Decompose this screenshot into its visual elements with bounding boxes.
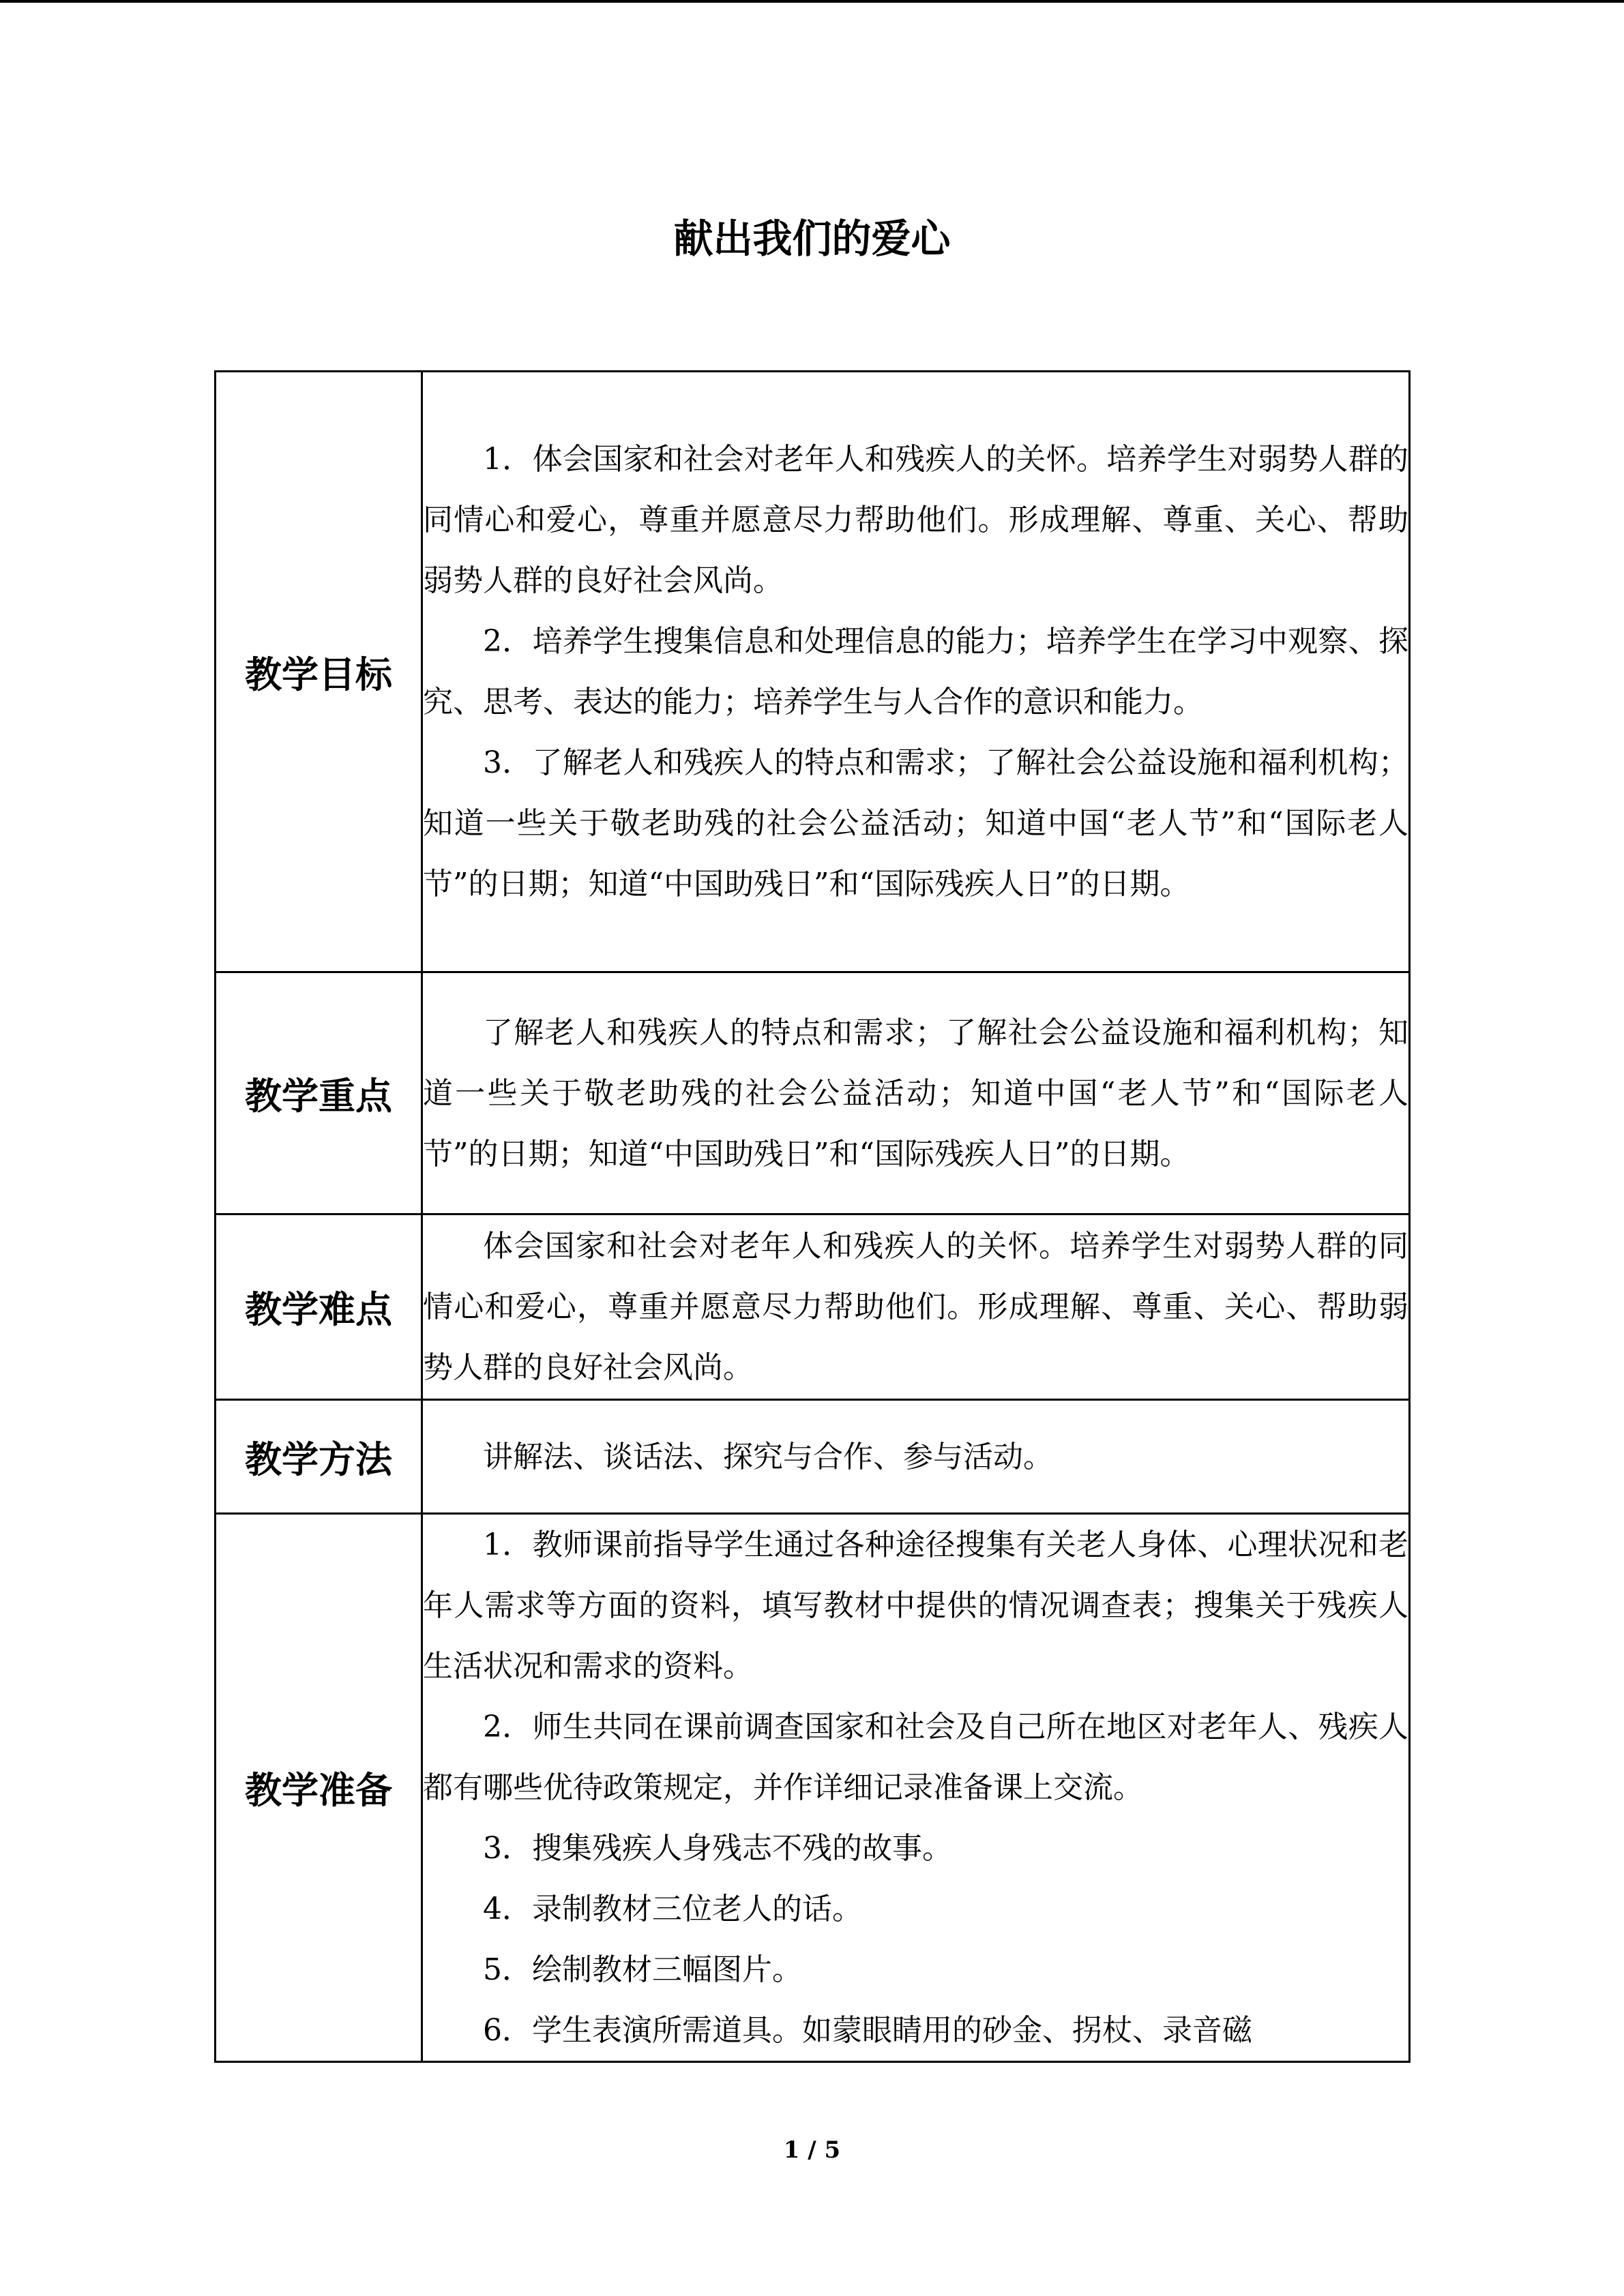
objective-paragraph-3: 3．了解老人和残疾人的特点和需求；了解社会公益设施和福利机构；知道一些关于敬老助残的社会公益活动；知道中国“老人节”和“国际老人节”的日期；知道“中国助残日”和“国际残疾人日”的日期。 [423, 745, 1408, 901]
preparation-paragraph-2: 2．师生共同在课前调查国家和社会及自己所在地区对老年人、残疾人都有哪些优待政策规定，并作详细记录准备课上交流。 [423, 1710, 1408, 1805]
row-difficulties [216, 1214, 1410, 1400]
preparation-paragraph-6: 6．学生表演所需道具。如蒙眼睛用的砂金、拐杖、录音磁 [483, 2013, 1252, 2048]
row-content-methods [422, 1400, 1410, 1514]
row-content-difficulties [422, 1214, 1410, 1400]
row-content-key-points [422, 972, 1410, 1214]
row-methods [216, 1400, 1410, 1514]
row-label-objectives: 教学目标 [216, 372, 422, 972]
row-key-points [216, 972, 1410, 1214]
row-objectives [216, 372, 1410, 972]
methods-paragraph: 讲解法、谈话法、探究与合作、参与活动。 [483, 1439, 1053, 1474]
lesson-plan-table [214, 370, 1411, 2063]
document-title: 献出我们的爱心 [673, 215, 951, 262]
preparation-paragraph-1: 1．教师课前指导学生通过各种途径搜集有关老人身体、心理状况和老年人需求等方面的资料，填写教材中提供的情况调查表；搜集关于残疾人生活状况和需求的资料。 [423, 1527, 1408, 1684]
objective-paragraph-2: 2．培养学生搜集信息和处理信息的能力；培养学生在学习中观察、探究、思考、表达的能力；培养学生与人合作的意识和能力。 [423, 624, 1408, 719]
preparation-paragraph-5: 5．绘制教材三幅图片。 [483, 1952, 802, 1987]
row-label-preparation: 教学准备 [216, 1514, 422, 2062]
row-label-methods: 教学方法 [216, 1400, 422, 1514]
row-label-key-points: 教学重点 [216, 972, 422, 1214]
page-number: 1 / 5 [783, 2136, 841, 2164]
objective-paragraph-1: 1．体会国家和社会对老年人和残疾人的关怀。培养学生对弱势人群的同情心和爱心，尊重并愿意尽力帮助他们。形成理解、尊重、关心、帮助弱势人群的良好社会风尚。 [423, 442, 1408, 598]
row-content-preparation [422, 1514, 1410, 2062]
difficulties-paragraph: 体会国家和社会对老年人和残疾人的关怀。培养学生对弱势人群的同情心和爱心，尊重并愿意尽力帮助他们。形成理解、尊重、关心、帮助弱势人群的良好社会风尚。 [423, 1229, 1408, 1385]
preparation-paragraph-3: 3．搜集残疾人身残志不残的故事。 [483, 1831, 952, 1866]
top-border-line [0, 0, 1624, 3]
row-preparation [216, 1514, 1410, 2062]
row-label-difficulties: 教学难点 [216, 1214, 422, 1400]
row-content-objectives [422, 372, 1410, 972]
preparation-paragraph-4: 4．录制教材三位老人的话。 [483, 1892, 862, 1926]
key-points-paragraph: 了解老人和残疾人的特点和需求；了解社会公益设施和福利机构；知道一些关于敬老助残的社会公益活动；知道中国“老人节”和“国际老人节”的日期；知道“中国助残日”和“国际残疾人日”的日期。 [423, 1015, 1408, 1172]
